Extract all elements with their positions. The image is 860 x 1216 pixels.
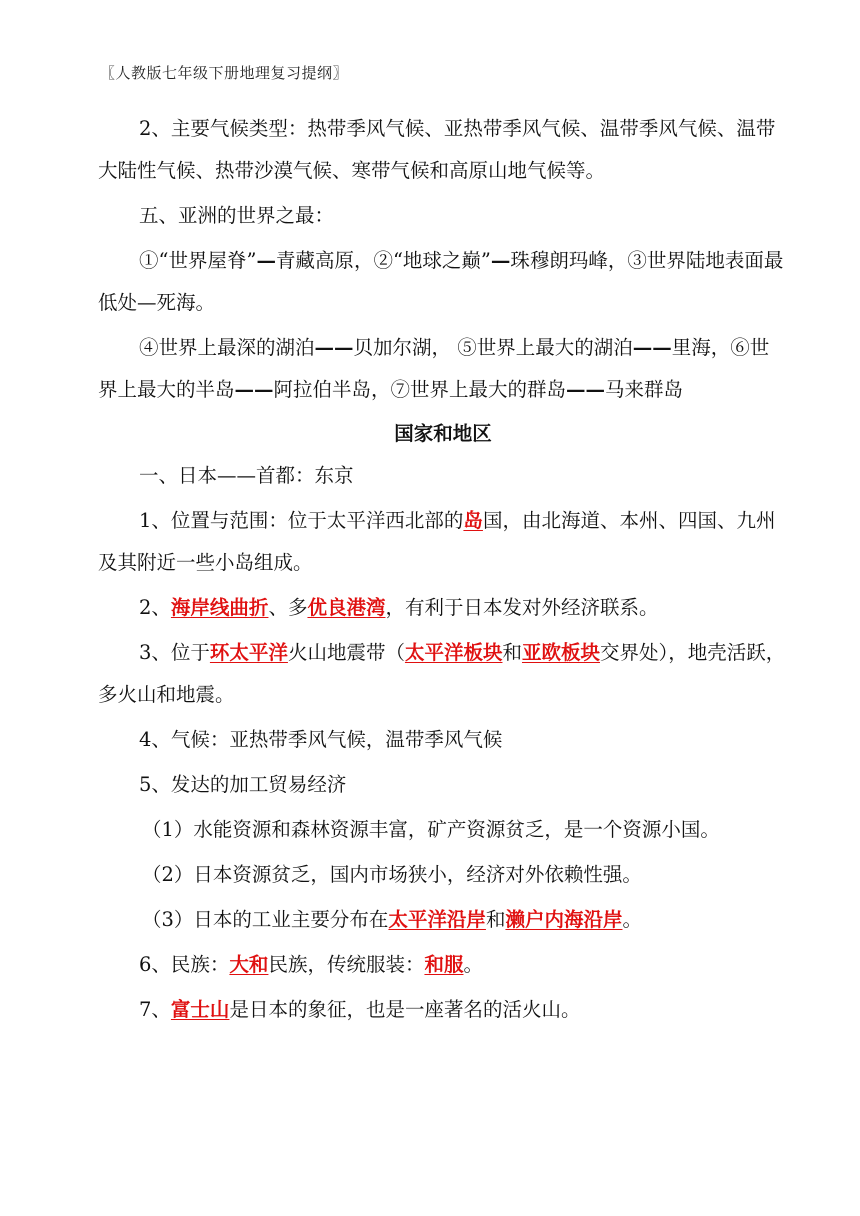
text-run: 7、	[139, 998, 171, 1021]
dash: ——	[632, 336, 672, 359]
text-run: 民族，传统服装：	[268, 953, 425, 976]
document-body	[98, 108, 788, 1031]
highlight-term: 富士山	[170, 998, 230, 1021]
highlight-term: 岛	[463, 509, 483, 532]
text-run: 6、民族：	[139, 953, 230, 976]
highlight-term: 濑户内海沿岸	[505, 908, 623, 931]
text-run: 和	[485, 908, 506, 931]
text-run: 1、位置与范围：位于太平洋西北部的	[139, 509, 464, 532]
highlight-term: 太平洋板块	[404, 641, 503, 664]
japan-economy-item-2: （2）日本资源贫乏，国内市场狭小，经济对外依赖性强。	[142, 863, 642, 886]
highlight-term: 大和	[229, 953, 269, 976]
text-run: 。	[622, 908, 642, 931]
page-header: 〖人教版七年级下册地理复习提纲〗	[100, 64, 349, 82]
japan-fuji-paragraph	[98, 989, 788, 1031]
asia-records-line-1	[98, 240, 788, 324]
japan-economy-paragraph: 5、发达的加工贸易经济	[139, 773, 347, 796]
text-run: 是日本的象征，也是一座著名的活火山。	[229, 998, 581, 1021]
japan-economy-item-1: （1）水能资源和森林资源丰富，矿产资源贫乏，是一个资源小国。	[142, 818, 720, 841]
section-heading: 国家和地区	[394, 422, 492, 445]
text-run: 3、位于	[139, 641, 210, 664]
japan-climate-paragraph: 4、气候：亚热带季风气候，温带季风气候	[139, 728, 503, 751]
japan-location-paragraph	[98, 500, 788, 584]
text-run: ，有利于日本发对外经济联系。	[385, 596, 659, 619]
text-run: 交界处），地壳活跃，多火山和地震。	[98, 641, 786, 706]
text-run: 2、	[139, 596, 171, 619]
text-run: 贝加尔湖， ⑤世界上最大的湖泊	[353, 336, 633, 359]
text-run: 珠穆朗玛峰，③世界陆地表面最低处—死海。	[98, 249, 784, 314]
japan-volcano-paragraph	[98, 632, 788, 716]
text-run: 马来群岛	[605, 378, 684, 401]
asia-records-title: 五、亚洲的世界之最：	[139, 204, 335, 227]
text-run: 火山地震带（	[287, 641, 405, 664]
japan-ethnic-paragraph	[98, 944, 788, 986]
asia-records-line-2	[98, 327, 788, 411]
text-run: 里海，⑥世界上最大的半岛	[98, 336, 770, 401]
japan-title: 一、日本——首都：东京	[139, 464, 354, 487]
highlight-term: 环太平洋	[209, 641, 288, 664]
text-run: 国，由北海道、本州、四国、九州及其附近一些小岛组成。	[98, 509, 776, 574]
text-run: （3）日本的工业主要分布在	[142, 908, 389, 931]
text-run: ①“世界屋脊”	[139, 249, 257, 272]
text-run: 阿拉伯半岛，⑦世界上最大的群岛	[273, 378, 567, 401]
text-run: 、多	[268, 596, 308, 619]
climate-types-paragraph: 2、主要气候类型：热带季风气候、亚热带季风气候、温带季风气候、温带大陆性气候、热带沙漠气候、寒带气候和高原山地气候等。	[98, 117, 776, 182]
dash: ——	[314, 336, 354, 359]
dash: ——	[234, 378, 274, 401]
japan-economy-item-3	[98, 899, 788, 941]
highlight-term: 太平洋沿岸	[388, 908, 486, 931]
japan-coastline-paragraph	[98, 587, 788, 629]
highlight-term: 亚欧板块	[521, 641, 600, 664]
highlight-term: 优良港湾	[307, 596, 386, 619]
dash: —	[490, 249, 511, 272]
text-run: 和	[502, 641, 522, 664]
highlight-term: 海岸线曲折	[170, 596, 269, 619]
dash: —	[256, 249, 276, 272]
highlight-term: 和服	[424, 953, 464, 976]
text-run: 。	[463, 953, 483, 976]
dash: ——	[566, 378, 606, 401]
text-run: ④世界上最深的湖泊	[139, 336, 315, 359]
text-run: 青藏高原，②“地球之巅”	[275, 249, 491, 272]
